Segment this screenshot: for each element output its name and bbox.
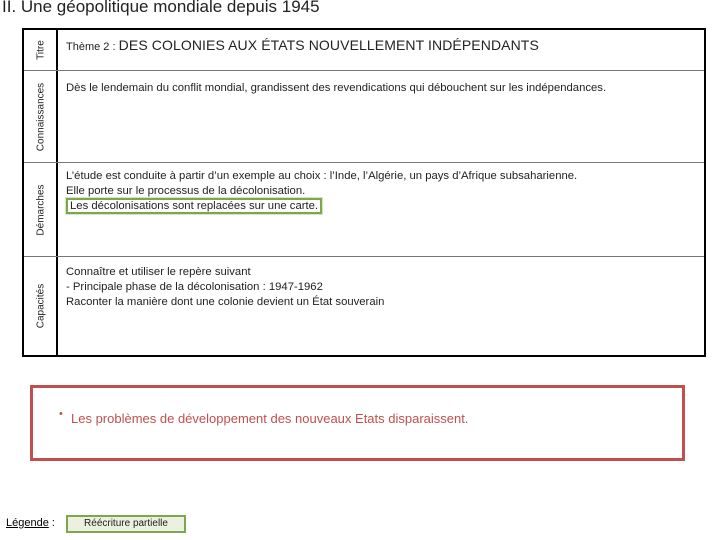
row-label-titre: Titre <box>35 40 47 60</box>
program-table <box>22 28 706 357</box>
theme-cell <box>66 38 698 55</box>
row-titre <box>24 30 704 70</box>
theme-title: DES COLONIES AUX ÉTATS NOUVELLEMENT INDÉPENDANTS <box>118 37 539 53</box>
theme-prefix: Thème 2 : <box>66 41 116 53</box>
row-label-cell <box>24 30 58 70</box>
note-text: Les problèmes de développement des nouveaux Etats disparaissent. <box>71 411 469 426</box>
demarches-line-2: Elle porte sur le processus de la décolonisation. <box>66 185 306 197</box>
bullet-icon: • <box>59 408 63 420</box>
row-demarches <box>24 162 704 256</box>
capacites-line-2: - Principale phase de la décolonisation : 1947-1962 <box>66 281 323 293</box>
row-label-demarches: Démarches <box>35 183 47 236</box>
legend-colon: : <box>48 517 55 529</box>
capacites-cell <box>66 265 698 310</box>
row-label-cell <box>24 257 58 355</box>
row-label-capacites: Capacités <box>35 283 47 329</box>
page-title: II. Une géopolitique mondiale depuis 1945 <box>2 0 320 16</box>
demarches-line-1: L’étude est conduite à partir d’un exemple au choix : l’Inde, l’Algérie, un pays d’Afrique subsaharienne. <box>66 170 578 182</box>
row-connaissances <box>24 70 704 162</box>
row-capacites <box>24 256 704 355</box>
demarches-cell <box>66 169 698 214</box>
row-label-cell <box>24 163 58 256</box>
row-label-connaissances: Connaissances <box>35 82 47 151</box>
legend-label <box>6 517 55 529</box>
row-label-cell <box>24 71 58 162</box>
connaissances-text: Dès le lendemain du conflit mondial, grandissent des revendications qui débouchent sur les indépendances. <box>66 82 607 94</box>
capacites-line-3: Raconter la manière dont une colonie devient un État souverain <box>66 296 385 308</box>
note-box <box>30 385 685 461</box>
capacites-line-1: Connaître et utiliser le repère suivant <box>66 266 251 278</box>
legend-swatch: Réécriture partielle <box>66 515 186 533</box>
legend-title: Légende <box>6 517 49 529</box>
rewrite-highlight: Les décolonisations sont replacées sur une carte. <box>66 198 322 214</box>
